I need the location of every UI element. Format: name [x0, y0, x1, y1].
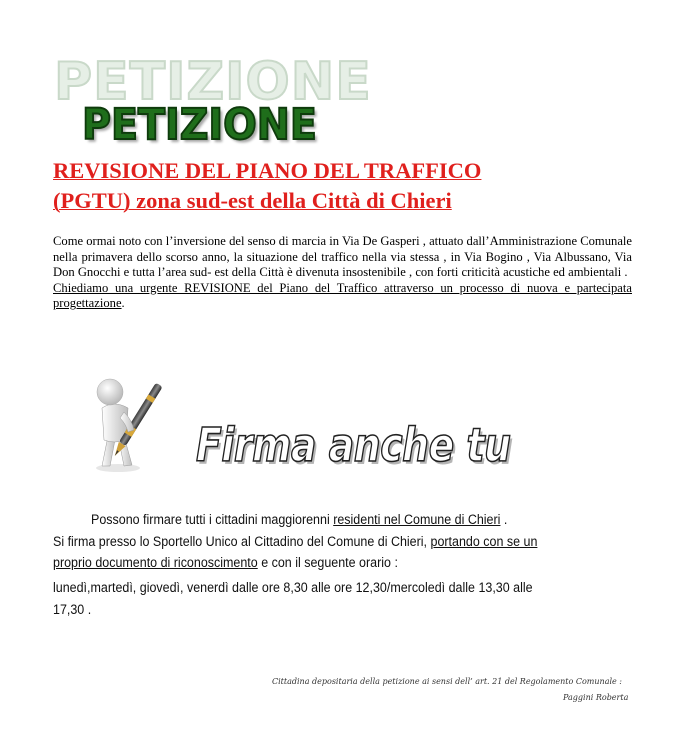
intro-paragraph [53, 234, 632, 312]
footer-signature: Paggini Roberta [563, 693, 629, 702]
signing-document: proprio documento di riconoscimento [53, 555, 258, 571]
signing-text-end: . [500, 512, 508, 528]
intro-request: Chiediamo una urgente REVISIONE del Piano del Traffico attraverso un processo di nuova e partecipata progettazione [53, 280, 632, 311]
signing-document-req: portando con se un [430, 534, 538, 550]
signing-location: Si firma presso lo Sportello Unico al Cittadino del Comune di Chieri, [53, 534, 431, 550]
signing-hours-end: 17,30 . [53, 602, 92, 618]
signing-line-1 [91, 510, 507, 531]
signing-residents: residenti nel Comune di Chieri [333, 512, 501, 528]
signing-line-3 [53, 553, 398, 574]
headline-line-2: (PGTU) zona sud-est della Città di Chieri [53, 188, 452, 213]
footer-note: Cittadina depositaria della petizione ai sensi dell’ art. 21 del Regolamento Comunale : [272, 677, 622, 686]
intro-request-end: . [121, 296, 125, 311]
signing-hours: lunedì,martedì, giovedì, venerdì dalle ore 8,30 alle ore 12,30/mercoledì dalle 13,30 alle [53, 580, 533, 596]
page-title: PETIZIONE [82, 100, 317, 150]
person-with-pen-icon [88, 370, 168, 475]
signing-line-2 [53, 532, 537, 553]
intro-body: Come ormai noto con l’inversione del senso di marcia in Via De Gasperi , attuato dall’Amministrazione Comunale nella primavera dello scorso anno, la situazione del traffico nella via stessa , in Via Bogino , Via Albussano, Via Don Gnocchi e tutta l’area sud- est della Città è divenuta insostenibile , con forti criticità acustiche ed ambientali . [53, 234, 632, 280]
signing-hours-intro: e con il seguente orario : [257, 555, 398, 571]
signing-text: Possono firmare tutti i cittadini maggiorenni [91, 512, 334, 528]
headline-line-1: REVISIONE DEL PIANO DEL TRAFFICO [53, 158, 482, 183]
title-shadow-text: PETIZIONE [54, 52, 372, 112]
call-to-action-heading: Firma anche tu [196, 418, 511, 472]
